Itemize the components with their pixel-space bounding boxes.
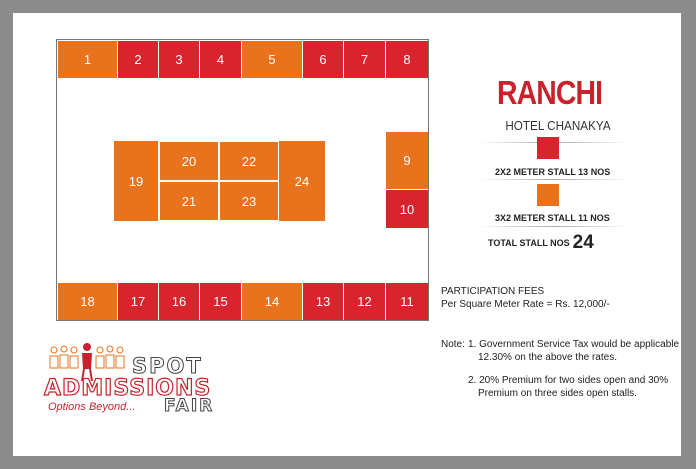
stall-label: 13 xyxy=(315,294,331,309)
logo-admissions: ADMISSIONS xyxy=(44,376,212,401)
stall-label: 2 xyxy=(134,52,142,67)
stall-19[interactable] xyxy=(114,141,159,221)
stall-label: 16 xyxy=(171,294,187,309)
stall-label: 22 xyxy=(241,153,257,169)
total-label: TOTAL STALL NOS xyxy=(488,238,570,248)
stall-label: 15 xyxy=(213,294,228,309)
stall-5[interactable] xyxy=(242,41,303,78)
stall-8[interactable] xyxy=(386,41,428,78)
stall-label: 3 xyxy=(175,52,183,67)
logo-tagline: Options Beyond... xyxy=(48,401,136,413)
note-1-line-1: 1. Government Service Tax would be applicable xyxy=(468,339,680,350)
stall-7[interactable] xyxy=(344,41,386,78)
stall-17[interactable] xyxy=(118,283,159,320)
legend-swatch-small xyxy=(537,137,559,159)
legend-small-label: 2X2 METER STALL 13 NOS xyxy=(495,167,611,177)
total-stalls xyxy=(488,232,594,254)
legend-large-label: 3X2 METER STALL 11 NOS xyxy=(495,213,610,223)
stall-label: 5 xyxy=(268,52,276,67)
stall-label: 20 xyxy=(181,153,197,169)
participation-fees xyxy=(441,285,610,311)
venue-name: HOTEL CHANAKYA xyxy=(505,118,611,133)
note-2-line-2: Premium on three sides open stalls. xyxy=(478,388,637,399)
legend-swatch-large xyxy=(537,184,559,206)
note-2-line-1: 2. 20% Premium for two sides open and 30% xyxy=(468,375,669,386)
stall-2[interactable] xyxy=(118,41,159,78)
stall-label: 18 xyxy=(80,294,95,309)
stall-label: 7 xyxy=(360,52,369,67)
stall-label: 12 xyxy=(357,294,372,309)
stall-label: 21 xyxy=(181,193,197,209)
stall-4[interactable] xyxy=(200,41,242,78)
stall-3[interactable] xyxy=(159,41,200,78)
stall-6[interactable] xyxy=(303,41,344,78)
stall-label: 17 xyxy=(130,294,146,309)
stall-label: 11 xyxy=(400,294,414,309)
note-prefix: Note: xyxy=(441,339,465,350)
stall-label: 4 xyxy=(216,52,225,67)
total-value: 24 xyxy=(572,232,594,253)
fees-title: PARTICIPATION FEES xyxy=(441,286,545,297)
stall-label: 14 xyxy=(264,294,280,309)
divider xyxy=(478,226,630,227)
stall-10[interactable] xyxy=(386,190,428,228)
stall-24[interactable] xyxy=(279,141,325,221)
stall-11[interactable] xyxy=(386,283,428,320)
spot-admissions-fair-logo xyxy=(40,340,215,420)
stall-15[interactable] xyxy=(200,283,242,320)
logo-spot: SPOT xyxy=(132,354,203,378)
logo-fair: FAIR xyxy=(164,396,215,416)
stall-22[interactable] xyxy=(219,141,279,181)
stall-label: 10 xyxy=(399,201,415,217)
stall-label: 24 xyxy=(294,173,310,189)
stall-label: 23 xyxy=(241,193,257,209)
stall-label: 8 xyxy=(403,52,411,67)
note-1-line-2: 12.30% on the above the rates. xyxy=(478,352,617,363)
stall-23[interactable] xyxy=(219,181,279,221)
stall-12[interactable] xyxy=(344,283,386,320)
stall-16[interactable] xyxy=(159,283,200,320)
stall-18[interactable] xyxy=(58,283,118,320)
stall-21[interactable] xyxy=(159,181,219,221)
divider xyxy=(478,179,630,180)
floor-plan xyxy=(56,39,429,321)
stall-1[interactable] xyxy=(58,41,118,78)
stall-label: 1 xyxy=(83,52,92,67)
stall-13[interactable] xyxy=(303,283,344,320)
stall-label: 19 xyxy=(128,173,144,189)
fees-rate: Per Square Meter Rate = Rs. 12,000/- xyxy=(441,299,610,310)
stall-14[interactable] xyxy=(242,283,303,320)
city-title: RANCHI xyxy=(497,74,603,111)
stall-label: 9 xyxy=(403,153,411,168)
stall-label: 6 xyxy=(319,52,327,67)
stall-9[interactable] xyxy=(386,132,428,190)
stall-20[interactable] xyxy=(159,141,219,181)
